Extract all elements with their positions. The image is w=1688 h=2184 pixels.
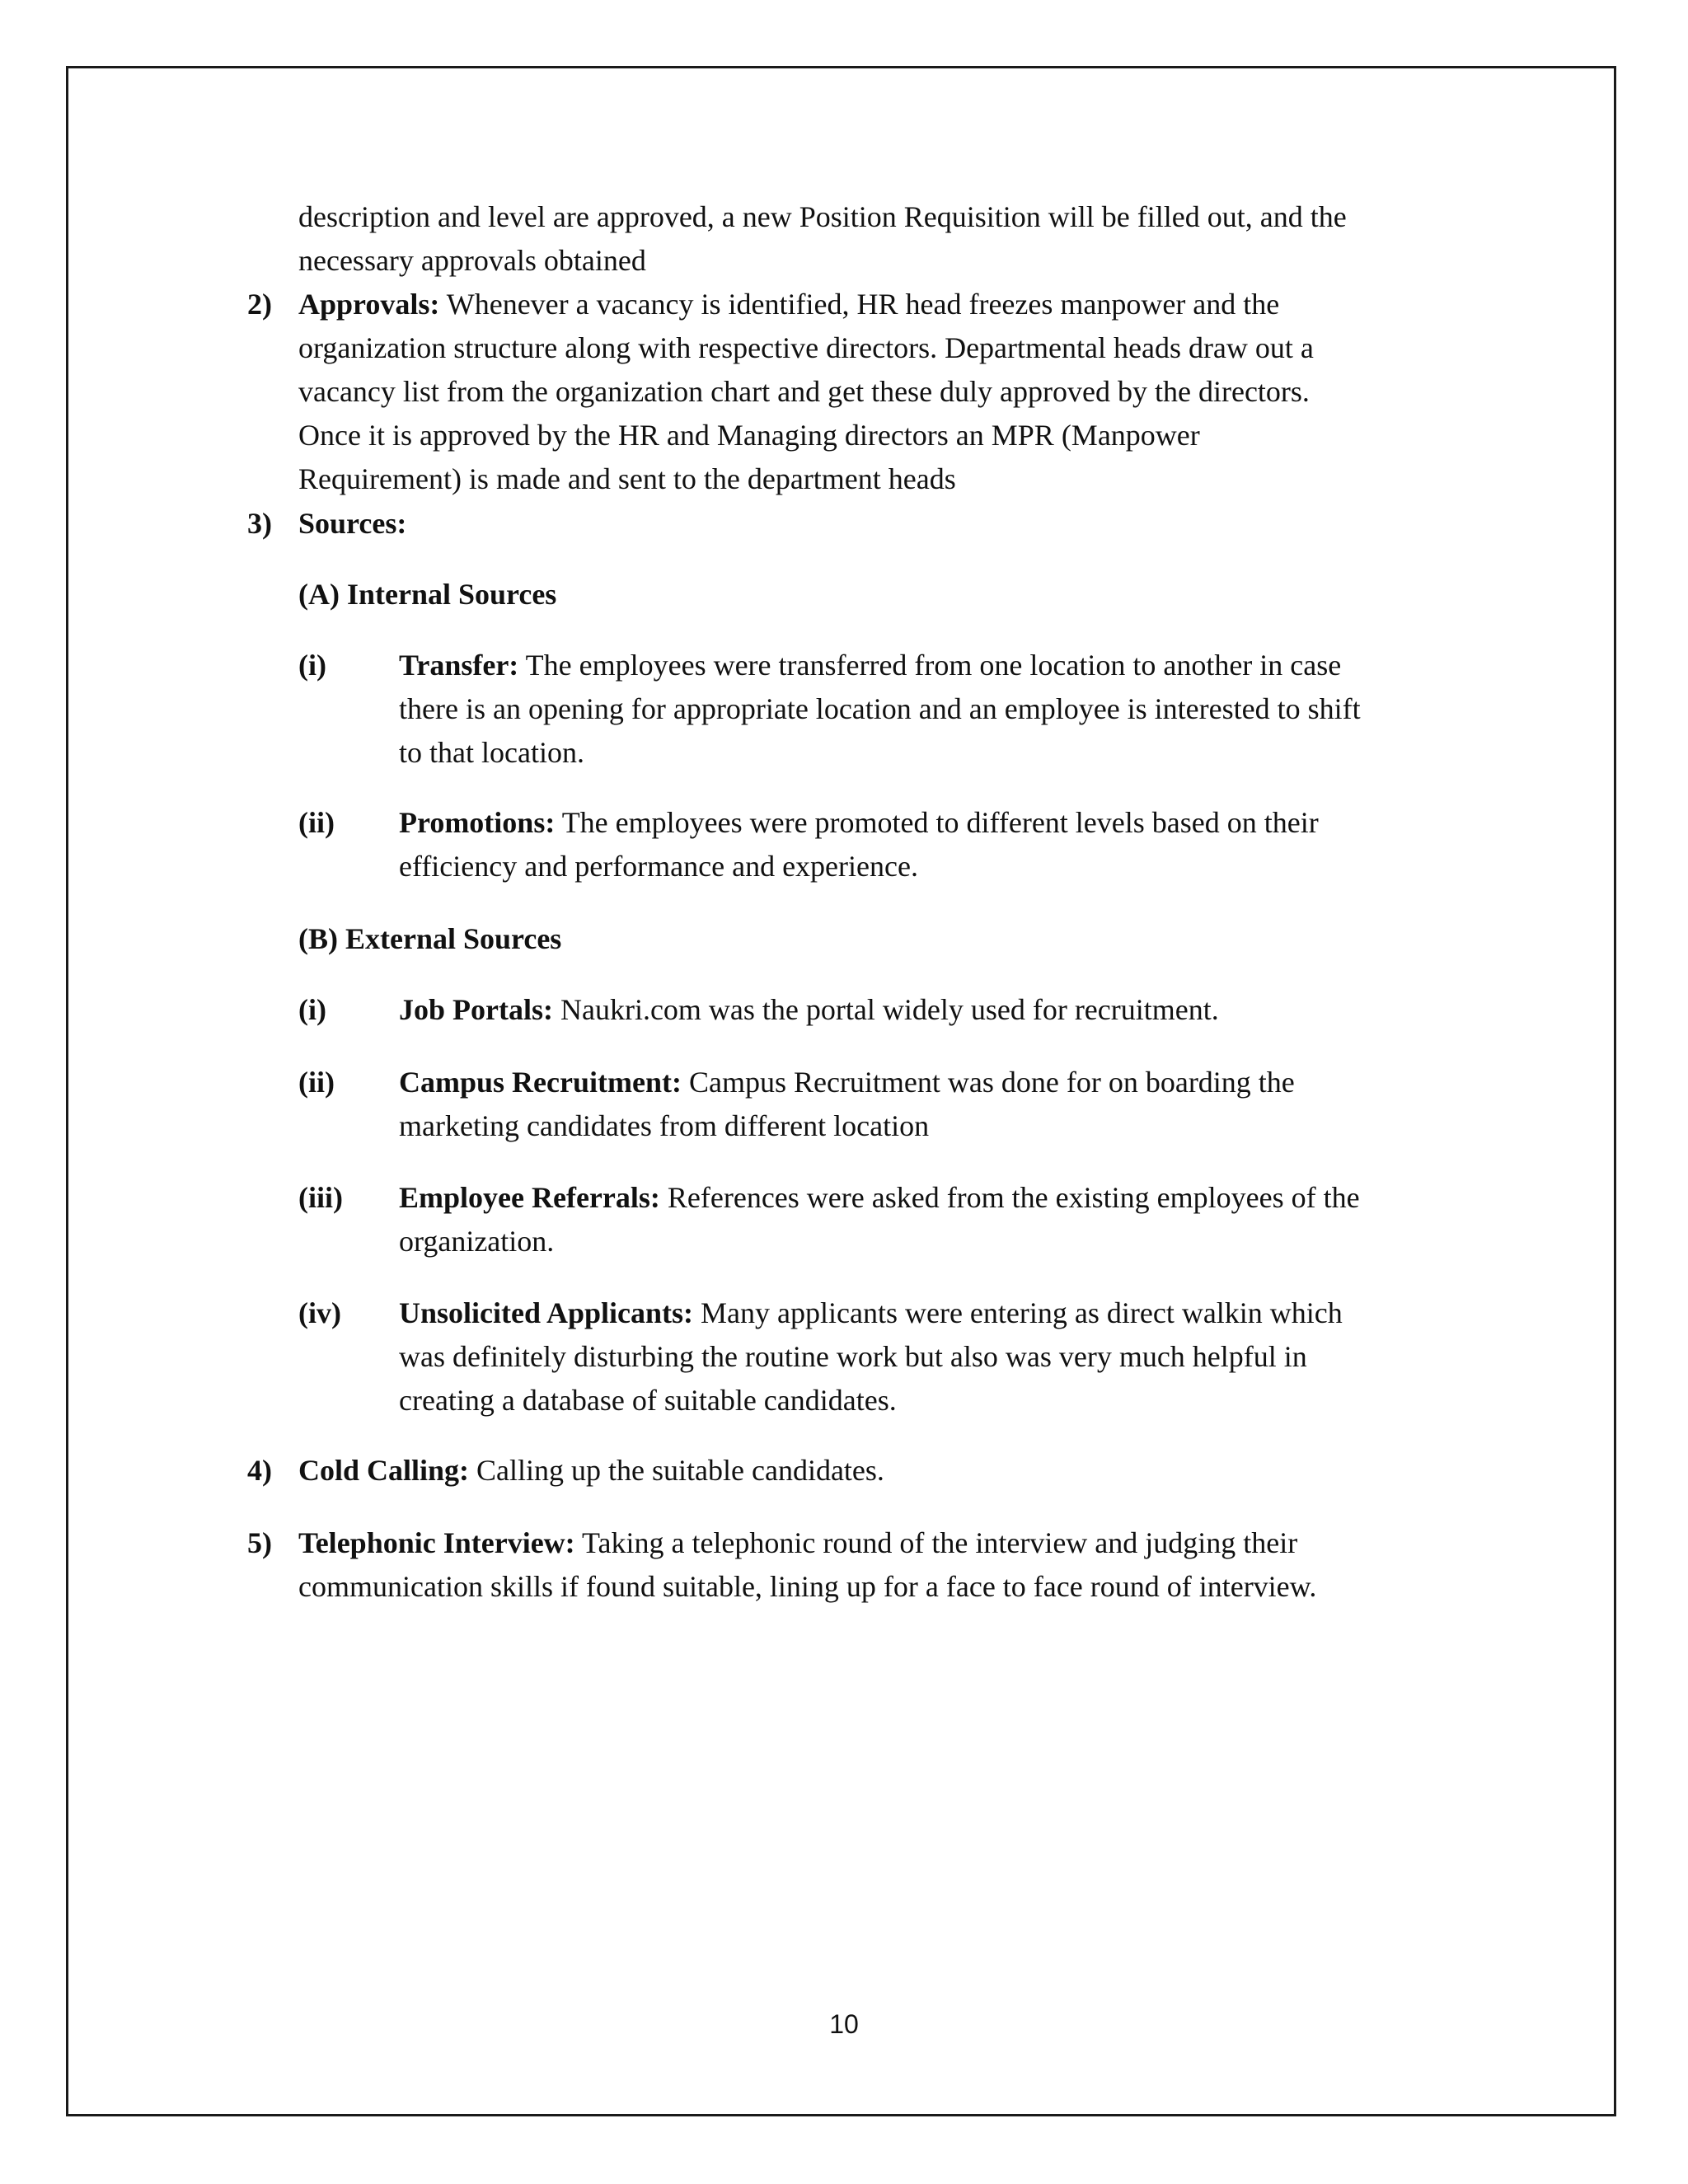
- cold-calling-paragraph: [298, 1449, 1485, 1493]
- paragraph-line: marketing candidates from different location: [399, 1109, 930, 1142]
- sub-item-title: Promotions:: [399, 806, 556, 839]
- paragraph-line: to that location.: [399, 736, 584, 769]
- paragraph-line: creating a database of suitable candidates.: [399, 1384, 897, 1417]
- intro-paragraph: [298, 195, 1485, 283]
- unsolicited-applicants-paragraph: [399, 1291, 1487, 1422]
- campus-recruitment-paragraph: [399, 1061, 1487, 1148]
- sub-item-number: (i): [298, 649, 326, 682]
- paragraph-line: The employees were transferred from one location to another in case: [525, 649, 1342, 682]
- sub-item-title: Employee Referrals:: [399, 1181, 660, 1214]
- sub-item-title: Job Portals:: [399, 993, 553, 1026]
- item-number: 2): [247, 288, 272, 321]
- paragraph-line: organization.: [399, 1225, 555, 1258]
- item-number: 5): [247, 1526, 272, 1559]
- paragraph-line: Whenever a vacancy is identified, HR head freezes manpower and the: [446, 288, 1280, 321]
- paragraph-line: Campus Recruitment was done for on boarding the: [688, 1066, 1295, 1099]
- external-sources-heading: (B) External Sources: [298, 922, 562, 955]
- employee-referrals-paragraph: [399, 1176, 1487, 1263]
- paragraph-line: vacancy list from the organization chart and get these duly approved by the directors.: [298, 375, 1310, 408]
- page-number: 10: [829, 2009, 859, 2039]
- paragraph-line: Once it is approved by the HR and Managing directors an MPR (Manpower: [298, 419, 1200, 452]
- sub-item-number: (i): [298, 993, 326, 1026]
- paragraph-line: there is an opening for appropriate location and an employee is interested to shift: [399, 692, 1361, 725]
- paragraph-line: Taking a telephonic round of the interview and judging their: [582, 1526, 1298, 1559]
- item-title: Telephonic Interview:: [298, 1526, 575, 1559]
- item-title: Approvals:: [298, 288, 440, 321]
- approvals-paragraph: [298, 283, 1485, 501]
- telephonic-interview-paragraph: [298, 1521, 1485, 1609]
- paragraph-line: communication skills if found suitable, lining up for a face to face round of interview.: [298, 1570, 1317, 1603]
- paragraph-line: Calling up the suitable candidates.: [476, 1454, 884, 1487]
- transfer-paragraph: [399, 644, 1487, 775]
- intro-line: necessary approvals obtained: [298, 244, 646, 277]
- sources-heading: [298, 502, 1485, 546]
- sub-item-number: (ii): [298, 1066, 335, 1099]
- job-portals-paragraph: [399, 988, 1487, 1032]
- item-number: 4): [247, 1454, 272, 1487]
- item-title: Cold Calling:: [298, 1454, 470, 1487]
- paragraph-line: efficiency and performance and experience.: [399, 850, 918, 883]
- item-title: Sources:: [298, 507, 407, 540]
- paragraph-line: Requirement) is made and sent to the department heads: [298, 462, 956, 495]
- sub-item-title: Unsolicited Applicants:: [399, 1296, 694, 1329]
- paragraph-line: was definitely disturbing the routine work but also was very much helpful in: [399, 1340, 1307, 1373]
- promotions-paragraph: [399, 801, 1487, 888]
- internal-sources-heading: (A) Internal Sources: [298, 578, 557, 611]
- paragraph-line: Naukri.com was the portal widely used for recruitment.: [560, 993, 1219, 1026]
- paragraph-line: References were asked from the existing employees of the: [667, 1181, 1360, 1214]
- item-number: 3): [247, 507, 272, 540]
- paragraph-line: organization structure along with respective directors. Departmental heads draw out a: [298, 331, 1314, 364]
- paragraph-line: Many applicants were entering as direct walkin which: [701, 1296, 1343, 1329]
- sub-item-title: Campus Recruitment:: [399, 1066, 682, 1099]
- intro-line: description and level are approved, a new Position Requisition will be filled out, and the: [298, 200, 1347, 233]
- sub-item-title: Transfer:: [399, 649, 519, 682]
- sub-item-number: (iii): [298, 1181, 343, 1214]
- paragraph-line: The employees were promoted to different levels based on their: [561, 806, 1319, 839]
- sub-item-number: (iv): [298, 1296, 341, 1329]
- sub-item-number: (ii): [298, 806, 335, 839]
